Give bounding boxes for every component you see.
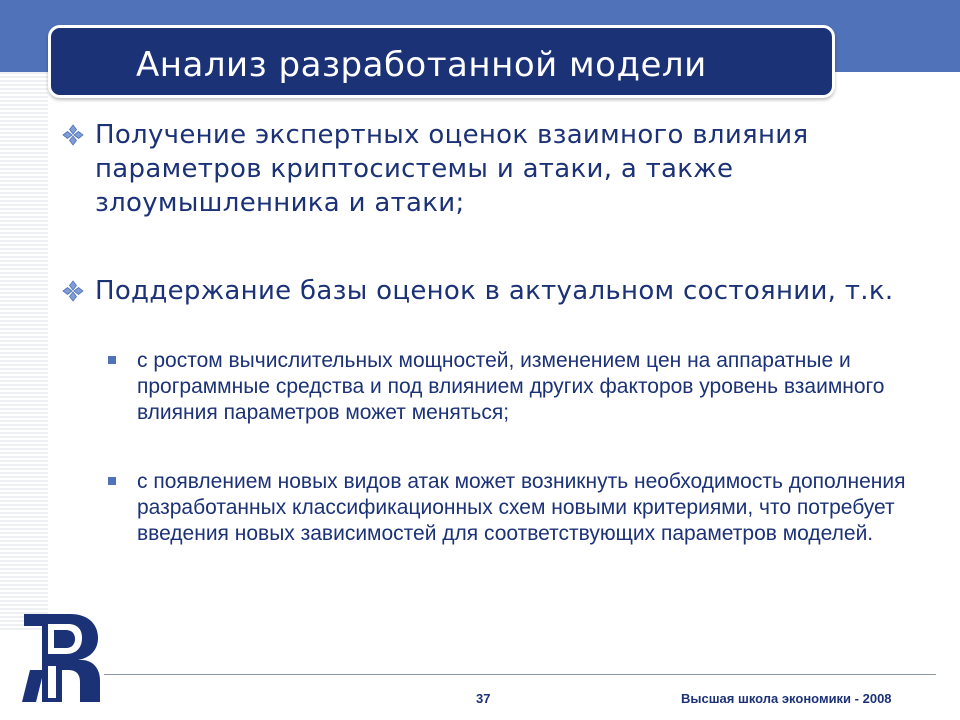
square-bullet-icon: [108, 477, 116, 485]
sub-bullet-text: с ростом вычислительных мощностей, изменением цен на аппаратные и программные средства и под влиянием других факторов уровень взаимного влияния параметров может меняться;: [137, 349, 885, 424]
bullet-text: Поддержание базы оценок в актуальном состоянии, т.к.: [95, 276, 894, 306]
diamond-bullet-icon: [62, 280, 84, 302]
diamond-bullet-icon: [62, 124, 84, 146]
left-stripes-decoration: [0, 72, 48, 632]
hse-logo-icon: [18, 608, 104, 708]
title-banner: [48, 25, 835, 98]
bullet-text: Получение экспертных оценок взаимного влияния параметров криптосистемы и атаки, а также злоумышленника и атаки;: [95, 120, 809, 218]
footer-divider: [104, 674, 936, 675]
page-number: 37: [476, 691, 491, 706]
square-bullet-icon: [108, 356, 116, 364]
footer-organization: Высшая школа экономики - 2008: [681, 691, 892, 706]
sub-bullet-text: с появлением новых видов атак может возникнуть необходимость дополнения разработанных классификационных схем новыми критериями, что потребует введения новых зависимостей для соответствующих параметров моделей.: [137, 470, 906, 545]
slide-title: Анализ разработанной модели: [136, 45, 707, 85]
